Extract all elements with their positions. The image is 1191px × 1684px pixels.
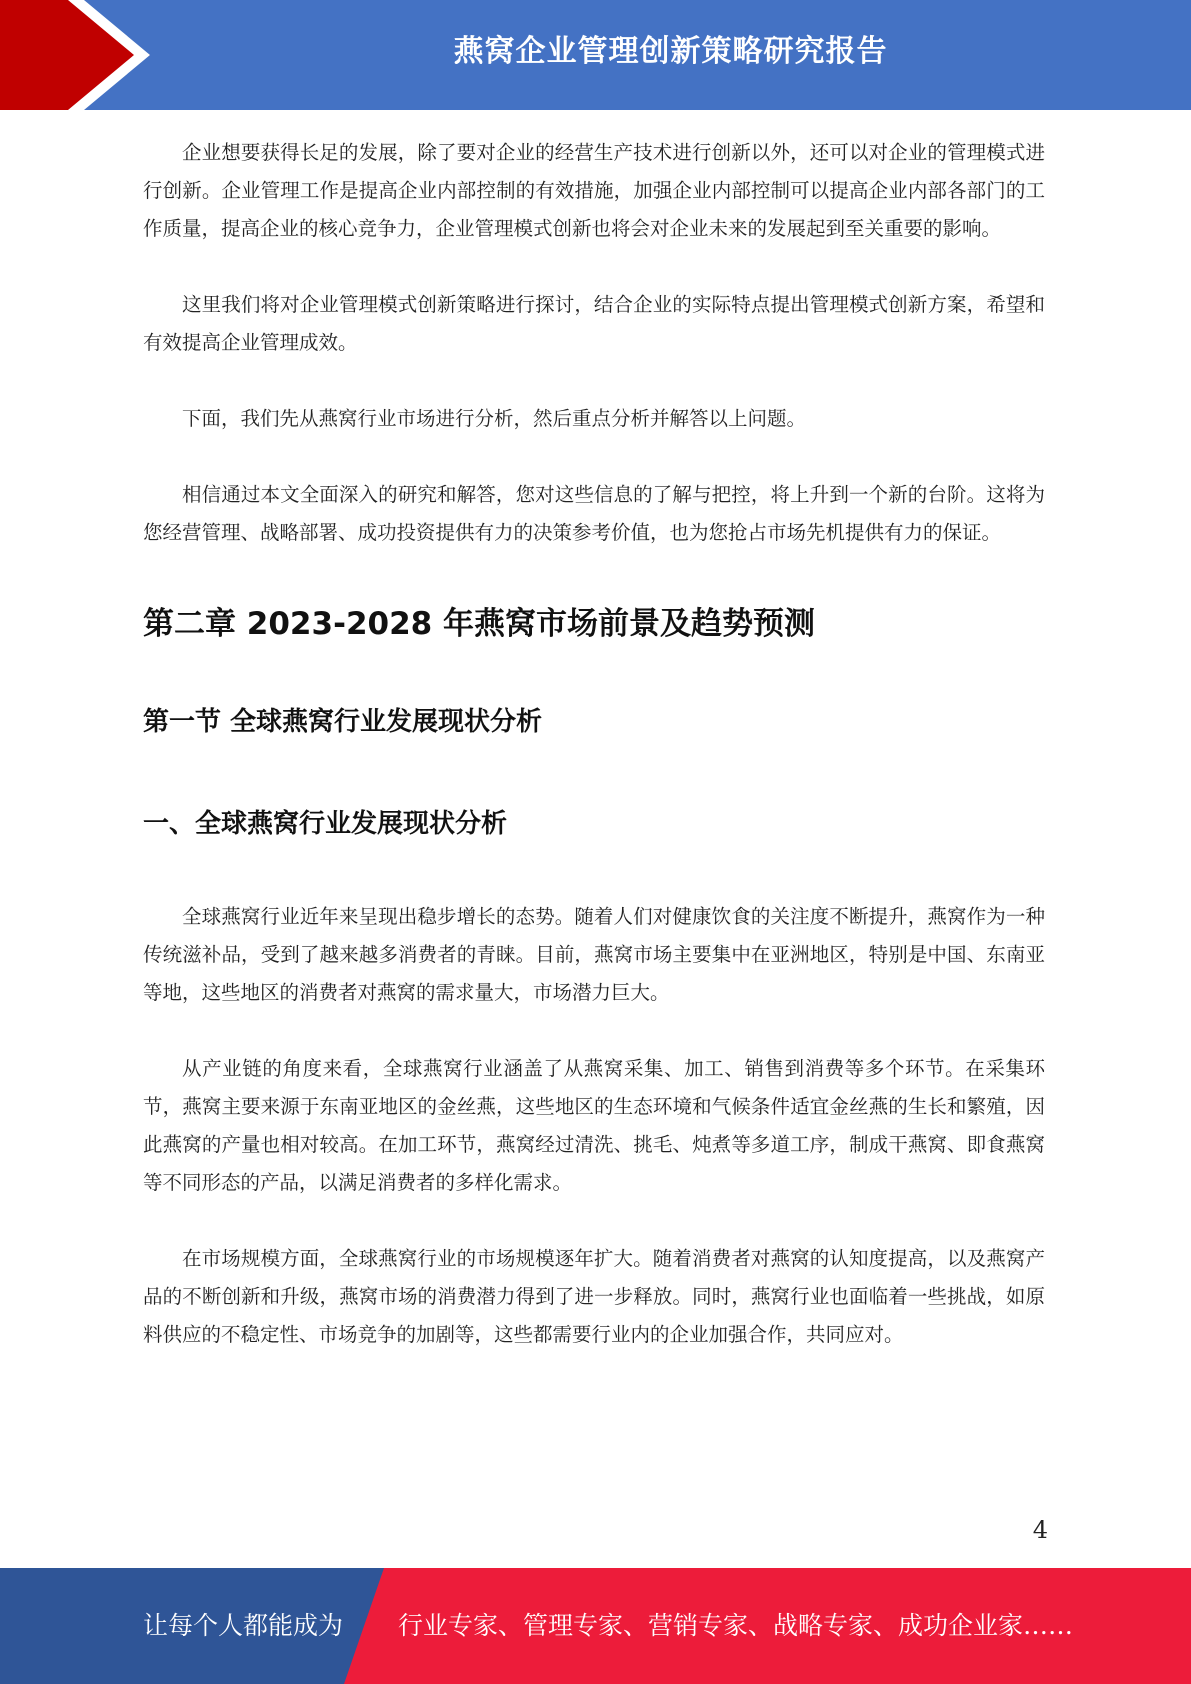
page-footer [0, 1568, 1191, 1684]
header-title: 燕窝企业管理创新策略研究报告 [453, 34, 888, 69]
intro-paragraph-3: 下面，我们先从燕窝行业市场进行分析，然后重点分析并解答以上问题。 [182, 407, 807, 430]
body-paragraph-3: 在市场规模方面，全球燕窝行业的市场规模逐年扩大。随着消费者对燕窝的认知度提高，以及燕窝产品的不断创新和升级，燕窝市场的消费潜力得到了进一步释放。同时，燕窝行业也面临着一些挑战，如原料供应的不稳定性、市场竞争的加剧等，这些都需要行业内的企业加强合作，共同应对。 [143, 1247, 1045, 1346]
intro-paragraph-2: 这里我们将对企业管理模式创新策略进行探讨，结合企业的实际特点提出管理模式创新方案，希望和有效提高企业管理成效。 [143, 293, 1045, 354]
page-number: 4 [1032, 1516, 1048, 1544]
footer-slogan-left: 让每个人都能成为 [143, 1611, 344, 1640]
chapter-title: 第二章 2023-2028 年燕窝市场前景及趋势预测 [143, 606, 816, 642]
page-content [143, 134, 1045, 1354]
body-paragraph-1: 全球燕窝行业近年来呈现出稳步增长的态势。随着人们对健康饮食的关注度不断提升，燕窝作为一种传统滋补品，受到了越来越多消费者的青睐。目前，燕窝市场主要集中在亚洲地区，特别是中国、东南亚等地，这些地区的消费者对燕窝的需求量大，市场潜力巨大。 [143, 905, 1045, 1004]
header-red-arrow-decoration [0, 0, 150, 110]
intro-paragraph-1: 企业想要获得长足的发展，除了要对企业的经营生产技术进行创新以外，还可以对企业的管理模式进行创新。企业管理工作是提高企业内部控制的有效措施，加强企业内部控制可以提高企业内部各部门的工作质量，提高企业的核心竞争力，企业管理模式创新也将会对企业未来的发展起到至关重要的影响。 [143, 141, 1045, 240]
subsection-title: 一、全球燕窝行业发展现状分析 [143, 809, 508, 839]
footer-slogan-right: 行业专家、管理专家、营销专家、战略专家、成功企业家…… [398, 1611, 1074, 1640]
intro-paragraph-4: 相信通过本文全面深入的研究和解答，您对这些信息的了解与把控，将上升到一个新的台阶。这将为您经营管理、战略部署、成功投资提供有力的决策参考价值，也为您抢占市场先机提供有力的保证。 [143, 483, 1045, 544]
section-title: 第一节 全球燕窝行业发展现状分析 [143, 707, 543, 737]
body-paragraph-2: 从产业链的角度来看，全球燕窝行业涵盖了从燕窝采集、加工、销售到消费等多个环节。在采集环节，燕窝主要来源于东南亚地区的金丝燕，这些地区的生态环境和气候条件适宜金丝燕的生长和繁殖，因此燕窝的产量也相对较高。在加工环节，燕窝经过清洗、挑毛、炖煮等多道工序，制成干燕窝、即食燕窝等不同形态的产品，以满足消费者的多样化需求。 [143, 1057, 1045, 1194]
page-header [0, 0, 1191, 110]
